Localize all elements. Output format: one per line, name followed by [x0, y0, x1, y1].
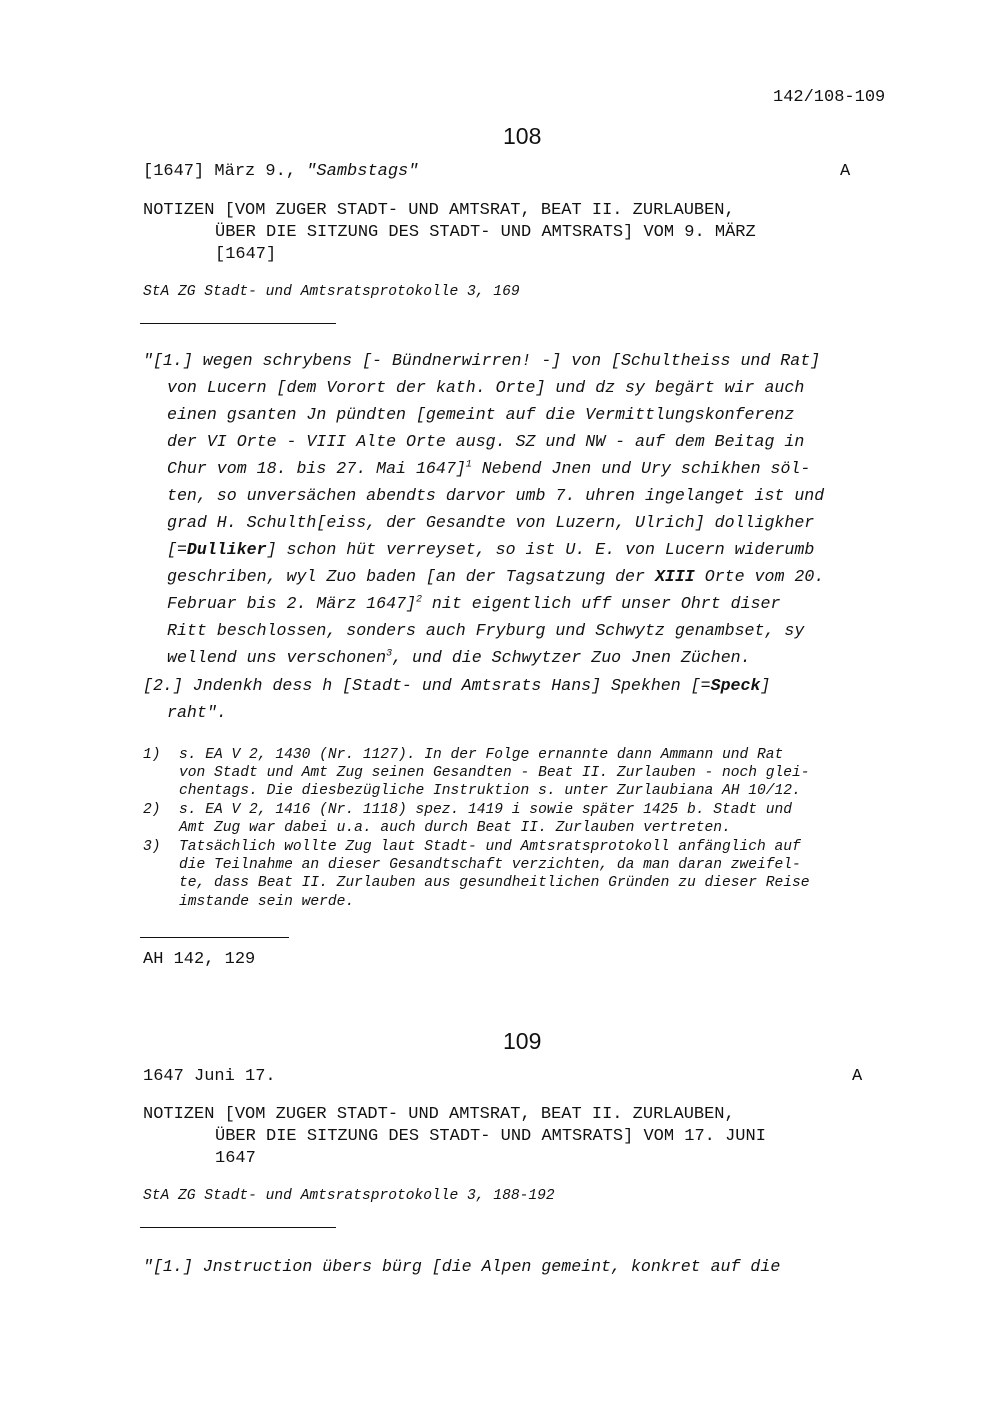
footnote-ref: 2	[415, 594, 422, 606]
archive-source: StA ZG Stadt- und Amtsratsprotokolle 3, 188-192	[143, 1188, 555, 1204]
document-grade: A	[840, 162, 851, 181]
name-highlight: Speck	[710, 676, 761, 695]
body-line: Februar bis 2. März 1647]$^2$ nit eigentlich uff unser Ohrt diser	[167, 594, 781, 613]
body-line: grad H. Schulth[eiss, der Gesandte von Luzern, Ulrich] dolligkher	[167, 513, 815, 532]
document-grade: A	[852, 1067, 863, 1086]
body-line: "[1.] wegen schrybens [- Bündnerwirren! -] von [Schultheiss und Rat]	[143, 351, 821, 370]
page-reference: 142/108-109	[773, 88, 886, 107]
footnote-number: 3)	[143, 839, 161, 855]
footnote-line: von Stadt und Amt Zug seinen Gesandten - Beat II. Zurlauben - noch glei-	[179, 765, 810, 781]
body-line: ten, so unversächen abendts darvor umb 7. uhren ingelanget ist und	[167, 486, 825, 505]
footnote-line: imstande sein werde.	[179, 894, 355, 910]
title-line: 1647	[215, 1149, 256, 1168]
footnote-ref: 1	[465, 459, 472, 471]
body-line: raht".	[167, 703, 227, 722]
footnote-line: die Teilnahme an dieser Gesandtschaft verzichten, da man daran zweifel-	[179, 857, 801, 873]
body-line: Ritt beschlossen, sonders auch Fryburg und Schwytz genambset, sy	[167, 621, 805, 640]
footnote-line: s. EA V 2, 1416 (Nr. 1118) spez. 1419 i sowie später 1425 b. Stadt und	[179, 802, 793, 818]
footnote-line: Amt Zug war dabei u.a. auch durch Beat II. Zurlauben vertreten.	[179, 820, 731, 836]
body-line: [2.] Jndenkh dess h [Stadt- und Amtsrats Hans] Spekhen [=Speck]	[143, 676, 771, 695]
footnote-number: 2)	[143, 802, 161, 818]
footnote-line: chentags. Die diesbezügliche Instruktion s. unter Zurlaubiana AH 10/12.	[179, 783, 801, 799]
body-line: einen gsanten Jn pündten [gemeint auf die Vermittlungskonferenz	[167, 405, 795, 424]
document-number: 109	[503, 1028, 542, 1054]
title-line: NOTIZEN [VOM ZUGER STADT- UND AMTSRAT, BEAT II. ZURLAUBEN,	[143, 1105, 735, 1124]
title-line: NOTIZEN [VOM ZUGER STADT- UND AMTSRAT, BEAT II. ZURLAUBEN,	[143, 201, 735, 220]
body-line: Chur vom 18. bis 27. Mai 1647]$^1$ Nebend Jnen und Ury schikhen söl-	[167, 459, 811, 478]
footnote-line: Tatsächlich wollte Zug laut Stadt- und Amtsratsprotokoll anfänglich auf	[179, 839, 801, 855]
archive-reference: AH 142, 129	[143, 950, 256, 969]
body-line: von Lucern [dem Vorort der kath. Orte] und dz sy begärt wir auch	[167, 378, 805, 397]
title-line: ÜBER DIE SITZUNG DES STADT- UND AMTSRATS] VOM 9. MÄRZ	[215, 223, 756, 242]
footnote-line: s. EA V 2, 1430 (Nr. 1127). In der Folge ernannte dann Ammann und Rat	[179, 747, 784, 763]
body-line: "[1.] Jnstruction übers bürg [die Alpen gemeint, konkret auf die	[143, 1257, 781, 1276]
document-date: [1647] März 9., "Sambstags"	[143, 162, 419, 181]
title-line: [1647]	[215, 245, 277, 264]
title-line: ÜBER DIE SITZUNG DES STADT- UND AMTSRATS] VOM 17. JUNI	[215, 1127, 766, 1146]
footnote-number: 1)	[143, 747, 161, 763]
footnote-line: te, dass Beat II. Zurlauben aus gesundheitlichen Gründen zu dieser Reise	[179, 875, 810, 891]
body-line: der VI Orte - VIII Alte Orte ausg. SZ und NW - auf dem Beitag in	[167, 432, 805, 451]
name-highlight: Dulliker	[186, 540, 267, 559]
body-line: [=Dulliker] schon hüt verreyset, so ist U. E. von Lucern widerumb	[167, 540, 815, 559]
separator-rule	[140, 1227, 336, 1228]
document-number: 108	[503, 123, 542, 149]
separator-rule	[140, 323, 336, 324]
archive-source: StA ZG Stadt- und Amtsratsprotokolle 3, 169	[143, 284, 520, 300]
body-line: geschriben, wyl Zuo baden [an der Tagsatzung der XIII Orte vom 20.	[167, 567, 825, 586]
body-line: wellend uns verschonen$^3$, und die Schwytzer Zuo Jnen Züchen.	[167, 648, 751, 667]
document-date: 1647 Juni 17.	[143, 1067, 276, 1086]
separator-rule	[140, 937, 289, 938]
footnote-ref: 3	[386, 648, 393, 660]
